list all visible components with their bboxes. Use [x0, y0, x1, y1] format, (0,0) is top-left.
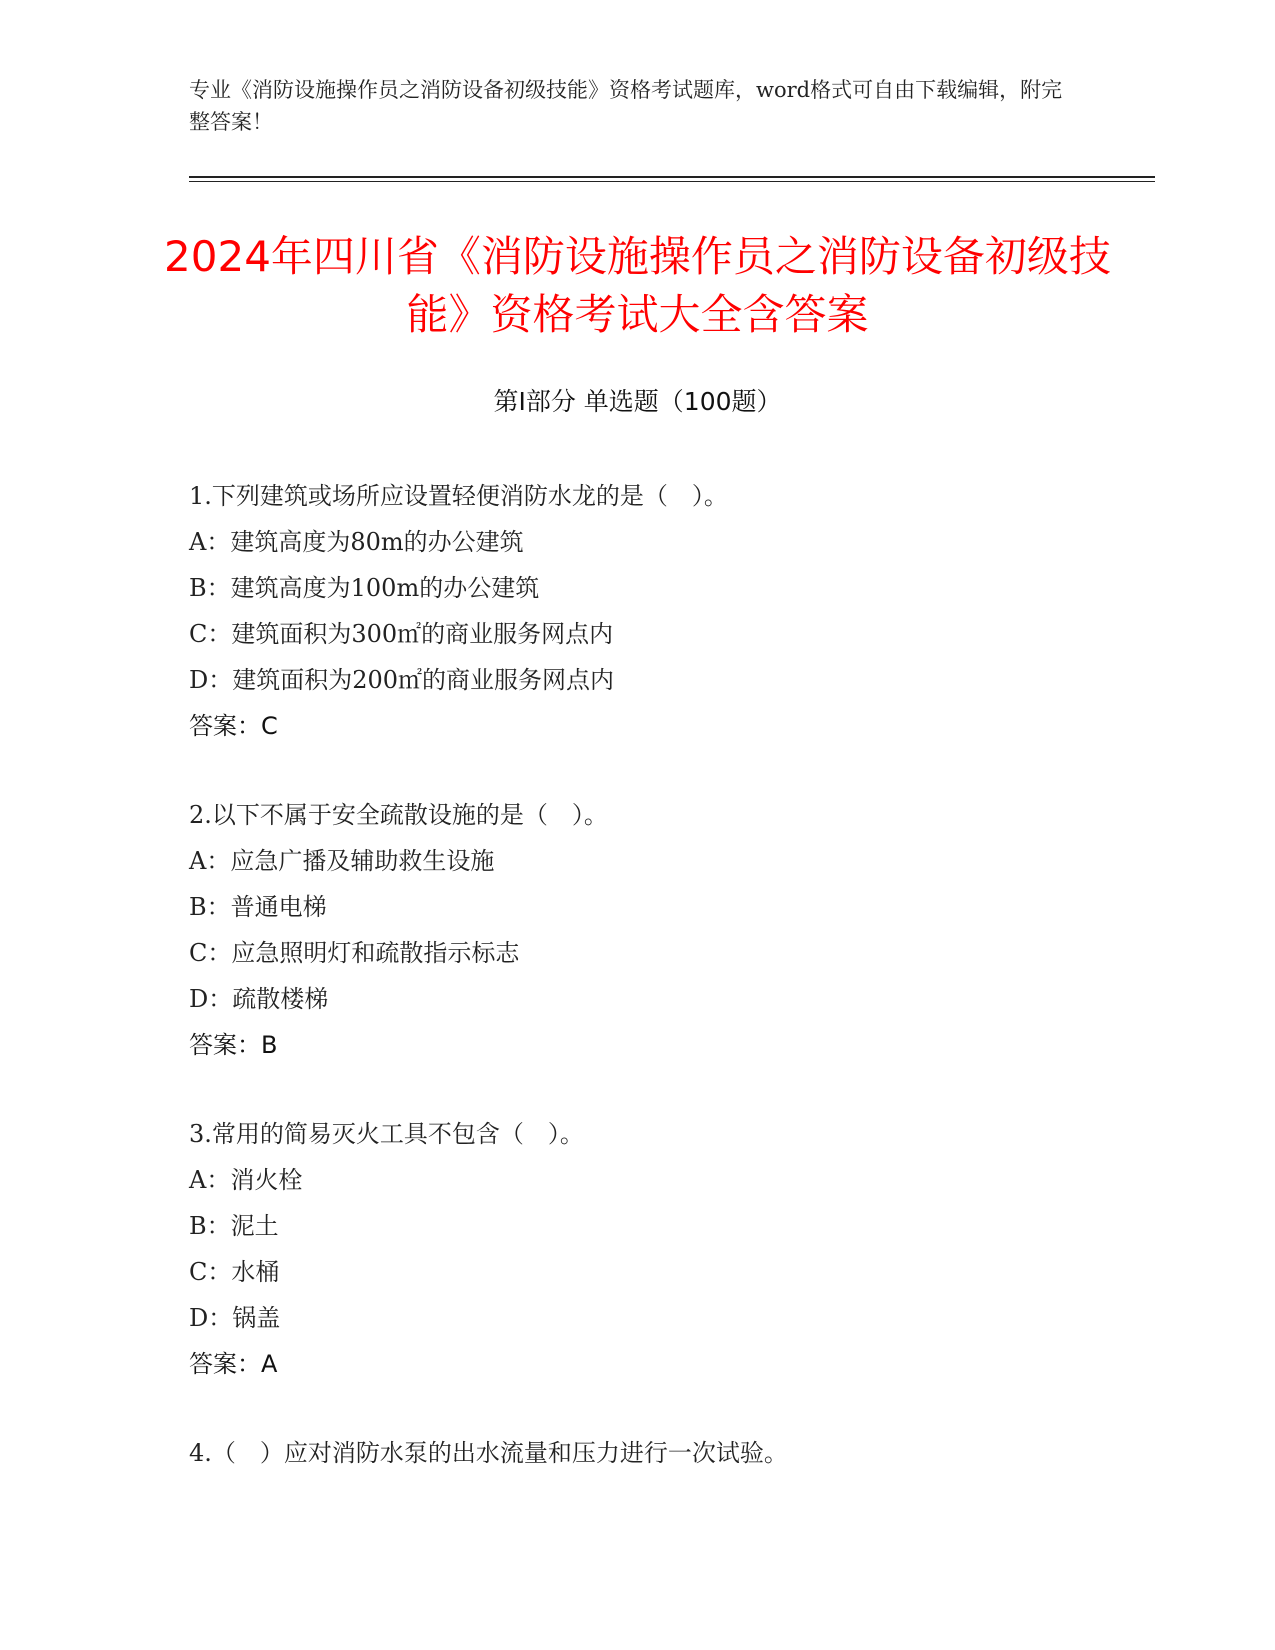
option-b: B：泥土 [189, 1212, 279, 1240]
answer-line: 答案：A [189, 1350, 278, 1378]
section-heading: 第I部分 单选题（100题） [493, 387, 782, 416]
question-2 [189, 792, 1129, 1068]
option-d: D：疏散楼梯 [189, 985, 329, 1013]
option-d: D：锅盖 [189, 1304, 281, 1332]
option-c: C：建筑面积为300㎡的商业服务网点内 [189, 620, 614, 648]
question-4 [189, 1430, 1129, 1476]
header-rule-thin [189, 181, 1155, 182]
option-c: C：水桶 [189, 1258, 280, 1286]
option-b: B：普通电梯 [189, 893, 327, 921]
question-1 [189, 473, 1129, 749]
question-stem: 4.（ ）应对消防水泵的出水流量和压力进行一次试验。 [189, 1439, 788, 1467]
question-stem: 3.常用的简易灭火工具不包含（ ）。 [189, 1120, 584, 1148]
question-stem: 1.下列建筑或场所应设置轻便消防水龙的是（ ）。 [189, 482, 728, 510]
question-stem: 2.以下不属于安全疏散设施的是（ ）。 [189, 801, 608, 829]
option-d: D：建筑面积为200㎡的商业服务网点内 [189, 666, 615, 694]
header-rule-thick [189, 176, 1155, 178]
header-note: 专业《消防设施操作员之消防设备初级技能》资格考试题库，word格式可自由下载编辑，附完整答案！ [189, 78, 1063, 134]
option-c: C：应急照明灯和疏散指示标志 [189, 939, 520, 967]
option-a: A：建筑高度为80m的办公建筑 [189, 528, 524, 556]
option-a: A：应急广播及辅助救生设施 [189, 847, 495, 875]
answer-line: 答案：C [189, 712, 278, 740]
question-3 [189, 1111, 1129, 1387]
option-b: B：建筑高度为100m的办公建筑 [189, 574, 540, 602]
document-title: 2024年四川省《消防设施操作员之消防设备初级技能》资格考试大全含答案 [164, 232, 1111, 339]
answer-line: 答案：B [189, 1031, 278, 1059]
option-a: A：消火栓 [189, 1166, 303, 1194]
